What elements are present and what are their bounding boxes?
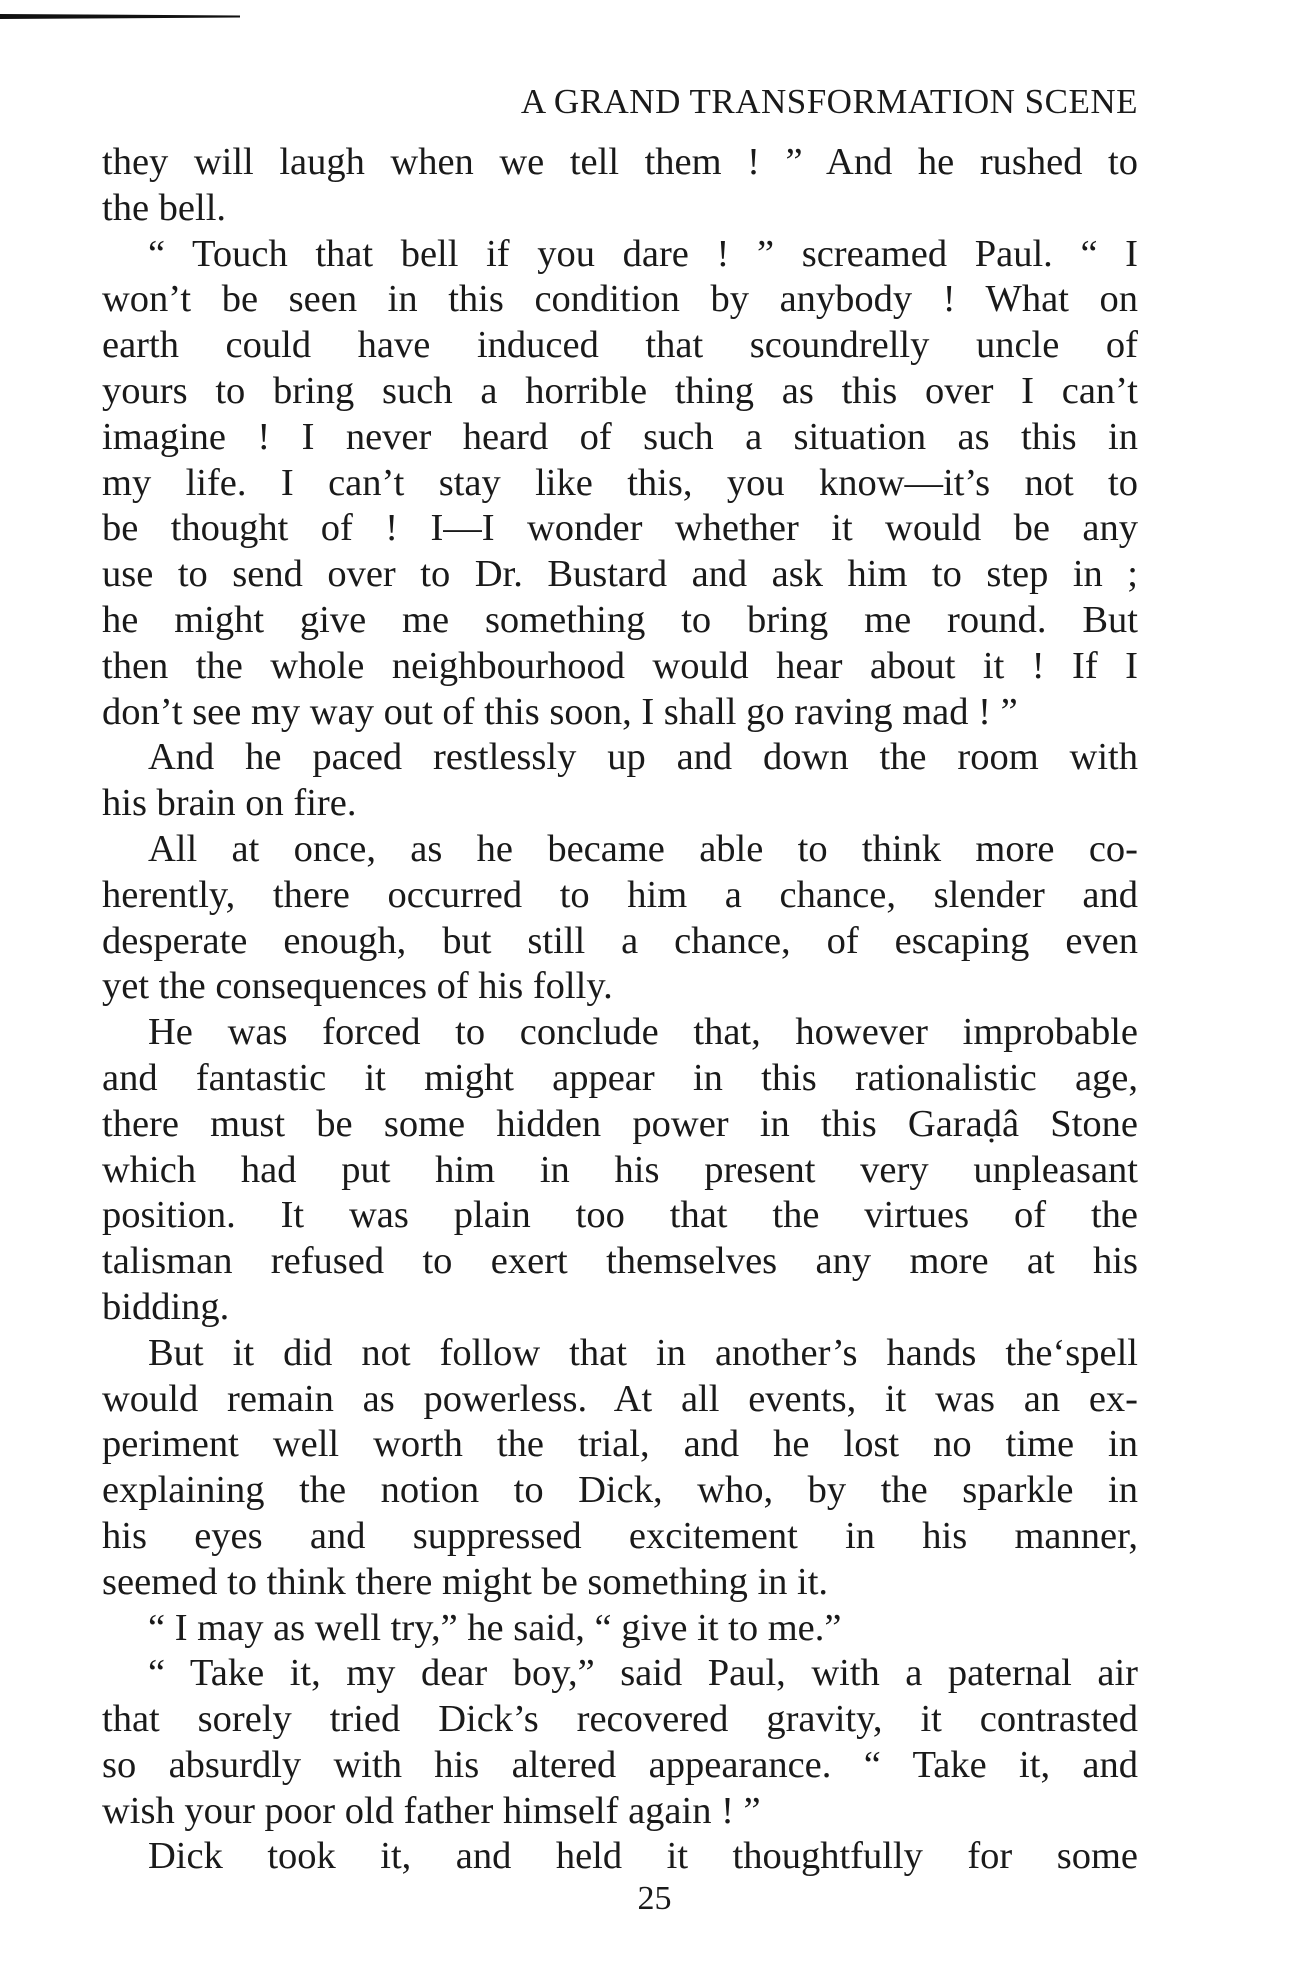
text-line: don’t see my way out of this soon, I shall go raving mad ! ” [102, 690, 1018, 733]
page-number: 25 [637, 1880, 672, 1917]
text-line: He was forced to conclude that, however improbable [148, 1011, 1138, 1054]
text-line: All at once, as he became able to think more co- [148, 827, 1138, 870]
text-line: But it did not follow that in another’s hands the‘spell [148, 1331, 1138, 1374]
text-line: yours to bring such a horrible thing as this over I can’t [102, 369, 1138, 412]
text-line: imagine ! I never heard of such a situation as this in [102, 415, 1138, 458]
body-text [102, 140, 1138, 1880]
text-line: talisman refused to exert themselves any more at his [102, 1240, 1138, 1283]
text-line: won’t be seen in this condition by anybody ! What on [102, 278, 1138, 321]
text-line: they will laugh when we tell them ! ” And he rushed to [102, 141, 1138, 183]
text-line: his eyes and suppressed excitement in his manner, [102, 1514, 1138, 1557]
text-line: there must be some hidden power in this Garaḍâ Stone [102, 1102, 1138, 1145]
text-line: “ Take it, my dear boy,” said Paul, with a paternal air [148, 1652, 1138, 1695]
text-line: he might give me something to bring me round. But [102, 598, 1138, 641]
text-line: herently, there occurred to him a chance, slender and [102, 873, 1138, 916]
corner-rule [0, 14, 240, 19]
text-line: and fantastic it might appear in this rationalistic age, [102, 1056, 1138, 1099]
text-line: which had put him in his present very unpleasant [102, 1148, 1138, 1191]
text-line: position. It was plain too that the virtues of the [102, 1194, 1138, 1237]
text-line: my life. I can’t stay like this, you know—it’s not to [102, 461, 1138, 504]
text-line: the bell. [102, 186, 227, 229]
text-line: desperate enough, but still a chance, of escaping even [102, 919, 1138, 962]
text-line: be thought of ! I—I wonder whether it would be any [102, 507, 1138, 550]
text-line: so absurdly with his altered appearance. “ Take it, and [102, 1743, 1138, 1786]
text-line: then the whole neighbourhood would hear about it ! If I [102, 644, 1138, 687]
text-line: explaining the notion to Dick, who, by the sparkle in [102, 1469, 1138, 1512]
text-line: And he paced restlessly up and down the room with [148, 736, 1138, 779]
text-line: would remain as powerless. At all events, it was an ex- [102, 1377, 1138, 1420]
text-line: use to send over to Dr. Bustard and ask him to step in ; [102, 553, 1138, 596]
text-line: seemed to think there might be something in it. [102, 1560, 829, 1603]
text-line: “ Touch that bell if you dare ! ” screamed Paul. “ I [148, 232, 1138, 275]
text-line: bidding. [102, 1285, 230, 1328]
text-line: “ I may as well try,” he said, “ give it to me.” [148, 1606, 842, 1649]
text-line: his brain on fire. [102, 782, 357, 825]
text-line: earth could have induced that scoundrelly uncle of [102, 324, 1138, 367]
text-line: wish your poor old father himself again ! ” [102, 1789, 761, 1832]
text-line: Dick took it, and held it thoughtfully for some [148, 1835, 1138, 1878]
running-head: A GRAND TRANSFORMATION SCENE [520, 82, 1138, 121]
text-line: that sorely tried Dick’s recovered gravity, it contrasted [102, 1698, 1138, 1741]
text-line: periment well worth the trial, and he lost no time in [102, 1423, 1138, 1466]
text-line: yet the consequences of his folly. [102, 965, 613, 1008]
